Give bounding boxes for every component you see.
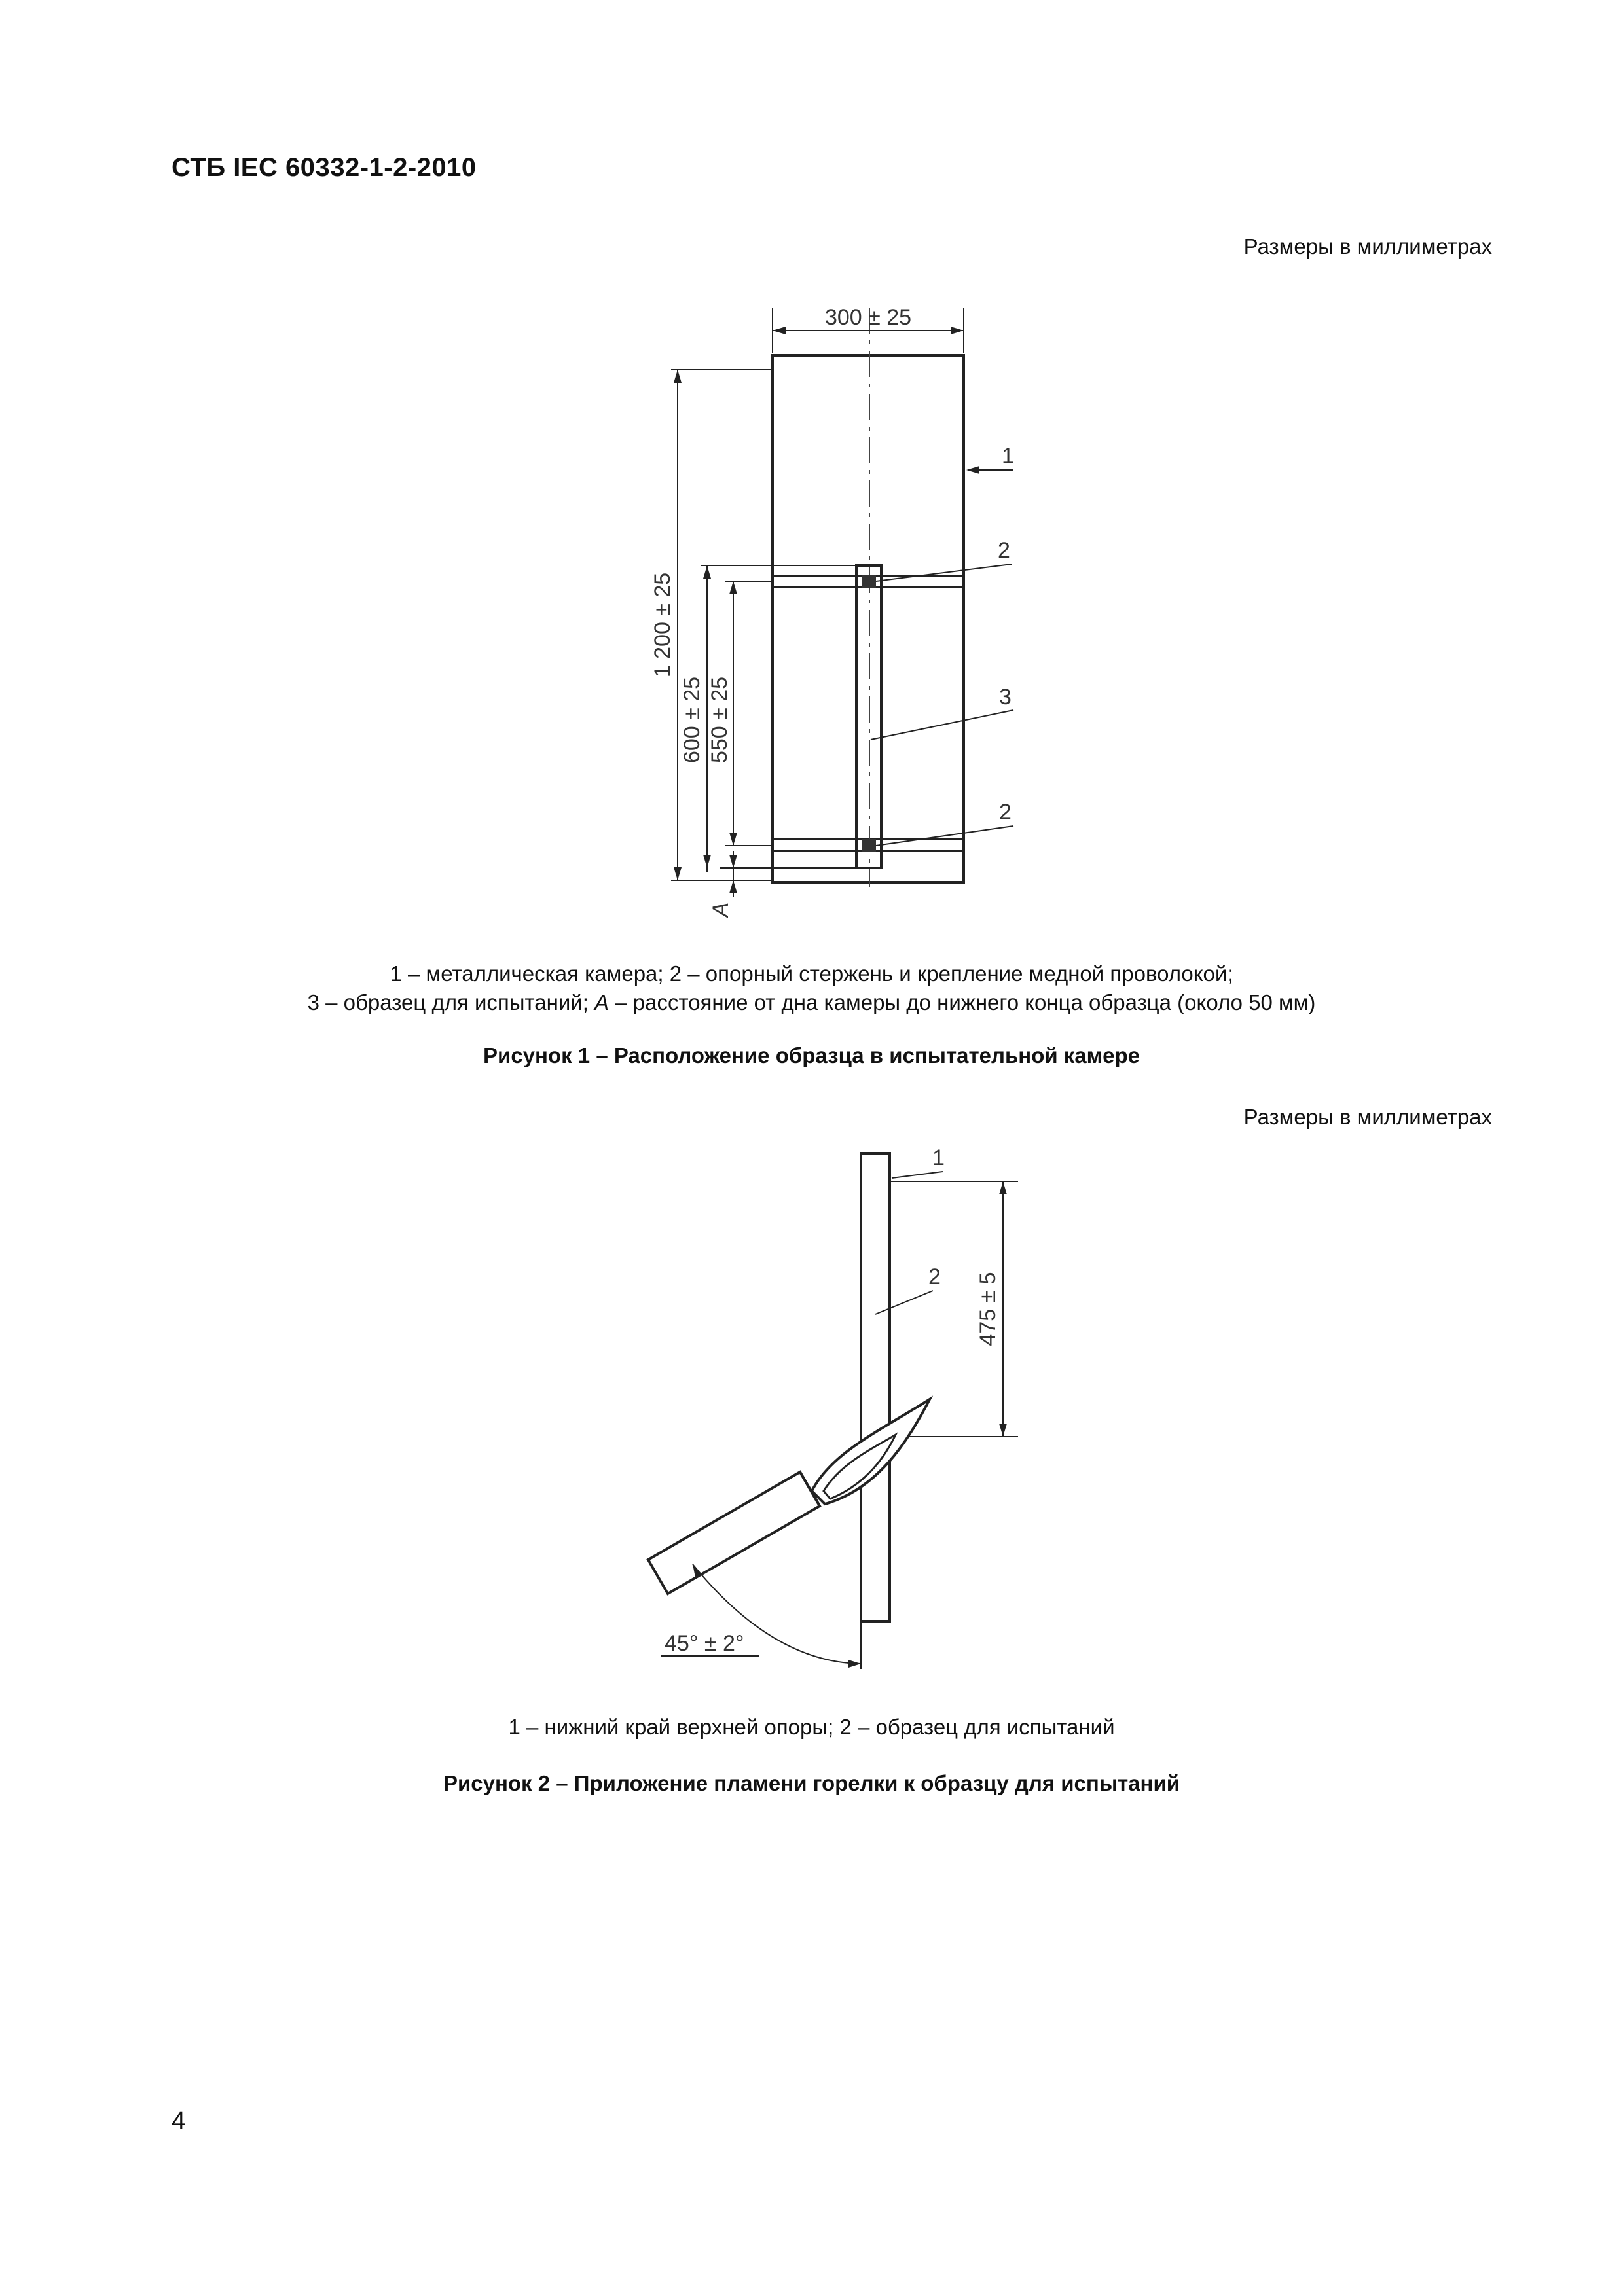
- figure2-legend: 1 – нижний край верхней опоры; 2 – образец для испытаний: [508, 1715, 1115, 1739]
- figure1-legend: [0, 960, 1623, 1017]
- callout-1: 1: [1002, 444, 1014, 469]
- dim-A-label: A: [708, 902, 733, 918]
- units-note-figure1: Размеры в миллиметрах: [1243, 234, 1492, 259]
- callout-2-lower: 2: [999, 800, 1012, 825]
- page-number: 4: [172, 2108, 186, 2135]
- dim-550-label: 550 ± 25: [707, 676, 732, 764]
- figure1-legend-line2: 3 – образец для испытаний; A – расстояние от дна камеры до нижнего конца образца (около 50 мм): [307, 990, 1316, 1014]
- wire-fixing-lower: [862, 839, 876, 852]
- fig2-callout-2: 2: [928, 1265, 941, 1289]
- burner-tube: [648, 1472, 820, 1594]
- units-note-figure2: Размеры в миллиметрах: [1243, 1105, 1492, 1129]
- figure1-legend-line1: 1 – металлическая камера; 2 – опорный стержень и крепление медной проволокой;: [390, 961, 1233, 986]
- dim-600-label: 600 ± 25: [680, 676, 704, 764]
- figure2-diagram: [0, 1113, 1623, 1734]
- angle-label: 45° ± 2°: [665, 1631, 744, 1656]
- figure1-caption: Рисунок 1 – Расположение образца в испытательной камере: [483, 1043, 1140, 1067]
- document-header: СТБ IEC 60332-1-2-2010: [172, 153, 477, 182]
- dim-475-label: 475 ± 5: [976, 1272, 1000, 1346]
- callout-3: 3: [999, 685, 1012, 709]
- figure1-diagram: [0, 0, 1623, 982]
- wire-fixing-upper: [862, 575, 876, 588]
- metal-chamber: [773, 355, 964, 882]
- figure2-caption: Рисунок 2 – Приложение пламени горелки к образцу для испытаний: [443, 1771, 1180, 1795]
- dim-width-label: 300 ± 25: [824, 305, 912, 330]
- fig2-callout-1: 1: [932, 1145, 945, 1170]
- test-specimen-fig2: [861, 1153, 890, 1621]
- callout-2-upper: 2: [998, 538, 1010, 563]
- dim-total-height-label: 1 200 ± 25: [650, 572, 675, 678]
